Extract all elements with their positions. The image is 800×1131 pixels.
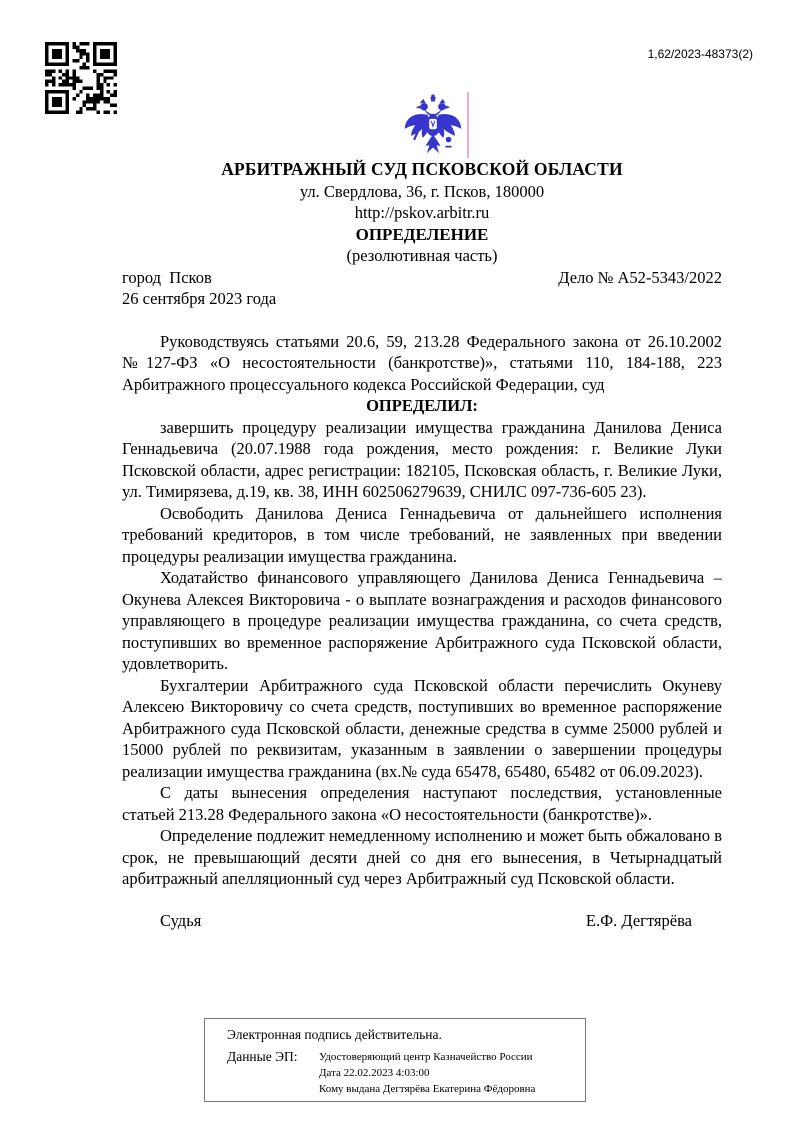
stamp-date: Дата 22.02.2023 4:03:00 xyxy=(319,1067,430,1079)
resolution-heading: ОПРЕДЕЛИЛ: xyxy=(366,396,478,415)
doc-subtitle: (резолютивная часть) xyxy=(346,246,498,265)
qr-code-icon xyxy=(45,42,117,114)
electronic-signature-stamp xyxy=(204,1018,586,1102)
document-number: 1,62/2023-48373(2) xyxy=(647,47,753,61)
resolution-paragraph: Определение подлежит немедленному исполнению и может быть обжаловано в срок, не превышающий десяти дней со дня его вынесения, в Четырнадцатый арбитражный апелляционный суд через Арбитражный суд Псковской области. xyxy=(122,826,722,888)
court-website: http://pskov.arbitr.ru xyxy=(354,203,490,222)
stamp-data-label: Данные ЭП: xyxy=(227,1049,298,1064)
case-number: Дело № А52-5343/2022 xyxy=(558,267,722,287)
resolution-paragraph: Ходатайство финансового управляющего Данилова Дениса Геннадьевича – Окунева Алексея Викторовича - о выплате вознаграждения и расходов финансового управляющего в процедуре реализации имущества гражданина, со счета средств, поступивших во временное распоряжение Арбитражного суда Псковской области, удовлетворить. xyxy=(122,568,722,673)
russia-emblem-icon xyxy=(402,91,464,158)
judge-label: Судья xyxy=(160,910,202,930)
court-address: ул. Свердлова, 36, г. Псков, 180000 xyxy=(299,181,545,201)
resolution-paragraph: С даты вынесения определения наступают последствия, установленные статьей 213.28 Федерального закона «О несостоятельности (банкротстве)». xyxy=(122,783,722,824)
document-content xyxy=(122,159,722,931)
doc-title: ОПРЕДЕЛЕНИЕ xyxy=(355,224,489,244)
resolution-paragraph: завершить процедуру реализации имущества гражданина Данилова Дениса Геннадьевича (20.07.1988 года рождения, место рождения: г. Великие Луки Псковской области, адрес регистрации: 182105, Псковская область, г. Великие Луки, ул. Тимирязева, д.19, кв. 38, ИНН 602506279639, СНИЛС 097-736-605 23). xyxy=(122,417,722,501)
scan-artifact-line xyxy=(467,92,469,158)
stamp-certification-center: Удостоверяющий центр Казначейство России xyxy=(319,1051,533,1063)
court-name: АРБИТРАЖНЫЙ СУД ПСКОВСКОЙ ОБЛАСТИ xyxy=(221,159,623,179)
stamp-validity-text: Электронная подпись действительна. xyxy=(227,1027,442,1042)
coat-of-arms xyxy=(402,91,464,158)
judge-name: Е.Ф. Дегтярёва xyxy=(585,910,692,930)
preamble-paragraph: Руководствуясь статьями 20.6, 59, 213.28 Федерального закона от 26.10.2002 №127-ФЗ «О несостоятельности (банкротстве)», статьями 110, 184-188, 223 Арбитражного процессуального кодекса Российской Федерации, суд xyxy=(122,331,722,394)
resolution-paragraph: Бухгалтерии Арбитражного суда Псковской области перечислить Окуневу Алексею Викторовичу со счета средств, поступивших во временное распоряжение Арбитражного суда Псковской области, денежные средства в сумме 25000 рублей и 15000 рублей по реквизитам, указанным в заявлении о завершении процедуры реализации имущества гражданина (вх.№ суда 65478, 65480, 65482 от 06.09.2023). xyxy=(122,675,722,781)
city-label: город Псков xyxy=(122,267,212,287)
stamp-issued-to: Кому выдана Дегтярёва Екатерина Фёдоровна xyxy=(319,1083,536,1095)
resolution-paragraph: Освободить Данилова Дениса Геннадьевича от дальнейшего исполнения требований кредиторов, в том числе требований, не заявленных при введении процедуры реализации имущества гражданина. xyxy=(122,503,722,566)
signature-row xyxy=(122,910,722,932)
meta-row xyxy=(122,267,722,289)
doc-date: 26 сентября 2023 года xyxy=(122,289,277,308)
